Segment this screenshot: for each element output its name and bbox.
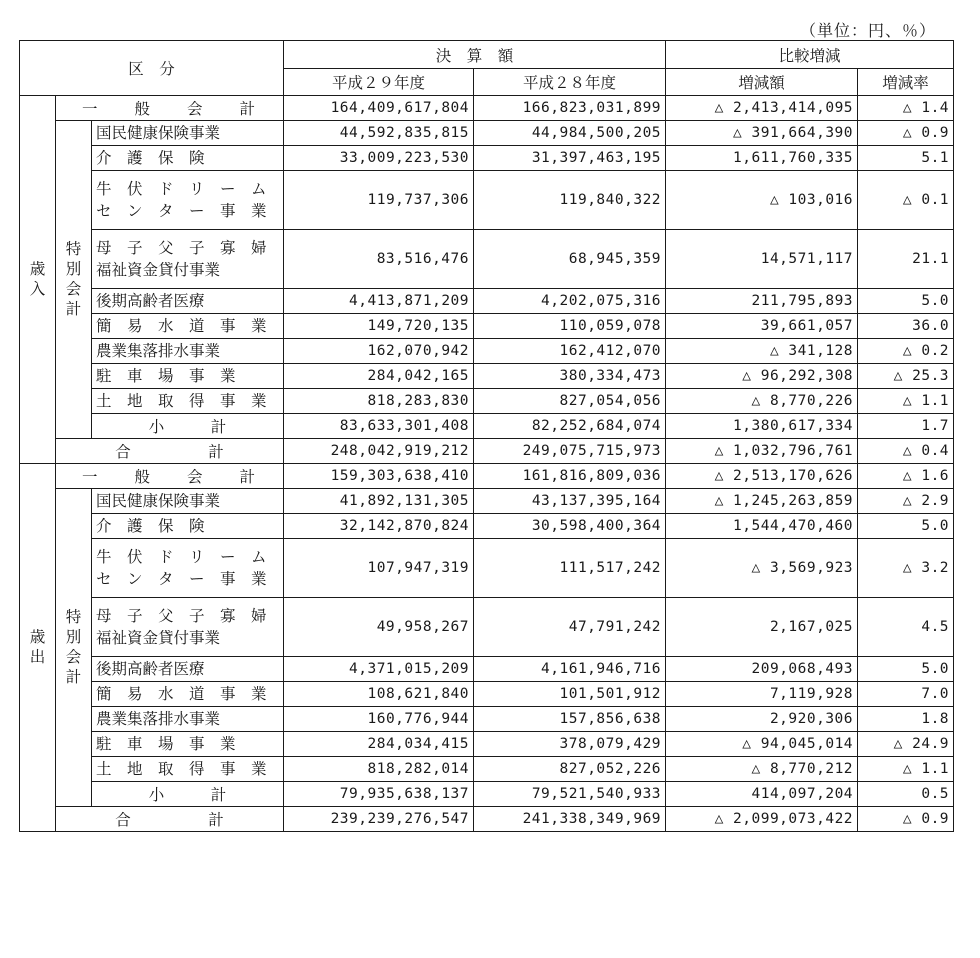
cell-y29: 160,776,944 <box>284 707 474 732</box>
account-label-line1: 牛 伏 ド リ ー ム <box>96 548 267 566</box>
account-label-line2: セ ン タ ー 事 業 <box>96 202 267 220</box>
account-label <box>92 121 284 146</box>
cell-rate: △ 1.1 <box>858 389 954 414</box>
header-change-rate: 増減率 <box>858 69 954 96</box>
cell-y29: 149,720,135 <box>284 314 474 339</box>
cell-diff: 209,068,493 <box>666 657 858 682</box>
header-category: 区 分 <box>20 41 284 96</box>
account-label <box>92 146 284 171</box>
cell-rate: 5.0 <box>858 514 954 539</box>
special-account-row <box>20 121 954 146</box>
account-label-line1: 農業集落排水事業 <box>96 710 221 728</box>
cell-y28: 30,598,400,364 <box>474 514 666 539</box>
cell-y28: 82,252,684,074 <box>474 414 666 439</box>
special-account-row <box>20 289 954 314</box>
revenue-side-text: 歳入 <box>29 260 46 298</box>
cell-y28: 31,397,463,195 <box>474 146 666 171</box>
expenditure-special-text: 特別会計 <box>65 608 82 686</box>
cell-y29: 248,042,919,212 <box>284 439 474 464</box>
cell-y28: 47,791,242 <box>474 598 666 657</box>
cell-diff: 1,544,470,460 <box>666 514 858 539</box>
account-label-line1: 簡 易 水 道 事 業 <box>96 685 267 703</box>
settlement-table <box>19 40 954 832</box>
subtotal-row <box>20 414 954 439</box>
cell-y28: 79,521,540,933 <box>474 782 666 807</box>
cell-y28: 241,338,349,969 <box>474 807 666 832</box>
cell-y29: 119,737,306 <box>284 171 474 230</box>
cell-rate: △ 3.2 <box>858 539 954 598</box>
cell-y29: 164,409,617,804 <box>284 96 474 121</box>
cell-y29: 83,516,476 <box>284 230 474 289</box>
special-account-row <box>20 682 954 707</box>
cell-y29: 818,283,830 <box>284 389 474 414</box>
total-row <box>20 439 954 464</box>
revenue-side-label <box>20 96 56 464</box>
cell-y29: 83,633,301,408 <box>284 414 474 439</box>
account-label <box>92 707 284 732</box>
cell-diff: 2,167,025 <box>666 598 858 657</box>
cell-y29: 108,621,840 <box>284 682 474 707</box>
cell-rate: △ 2.9 <box>858 489 954 514</box>
account-label-line2: 福祉資金貸付事業 <box>96 629 221 647</box>
account-label-line1: 土 地 取 得 事 業 <box>96 760 267 778</box>
cell-y28: 161,816,809,036 <box>474 464 666 489</box>
account-label-line1: 駐 車 場 事 業 <box>96 735 236 753</box>
cell-rate: 36.0 <box>858 314 954 339</box>
account-label <box>92 171 284 230</box>
cell-y28: 119,840,322 <box>474 171 666 230</box>
header-year29: 平成２９年度 <box>284 69 474 96</box>
revenue-special-text: 特別会計 <box>65 240 82 318</box>
cell-diff: 14,571,117 <box>666 230 858 289</box>
cell-diff: △ 2,413,414,095 <box>666 96 858 121</box>
cell-rate: △ 1.1 <box>858 757 954 782</box>
account-label-line1: 駐 車 場 事 業 <box>96 367 236 385</box>
cell-y29: 284,042,165 <box>284 364 474 389</box>
cell-rate: △ 25.3 <box>858 364 954 389</box>
cell-rate: △ 24.9 <box>858 732 954 757</box>
cell-y28: 827,054,056 <box>474 389 666 414</box>
cell-y28: 157,856,638 <box>474 707 666 732</box>
special-account-row <box>20 757 954 782</box>
cell-y29: 284,034,415 <box>284 732 474 757</box>
cell-rate: △ 0.2 <box>858 339 954 364</box>
cell-y28: 4,161,946,716 <box>474 657 666 682</box>
cell-diff: △ 8,770,212 <box>666 757 858 782</box>
cell-y29: 239,239,276,547 <box>284 807 474 832</box>
general-account-label: 一 般 会 計 <box>56 464 284 489</box>
expenditure-side-label <box>20 464 56 832</box>
cell-rate: △ 1.4 <box>858 96 954 121</box>
account-label-line1: 土 地 取 得 事 業 <box>96 392 267 410</box>
account-label <box>92 682 284 707</box>
revenue-special-label <box>56 121 92 439</box>
account-label-line1: 農業集落排水事業 <box>96 342 221 360</box>
cell-diff: △ 1,245,263,859 <box>666 489 858 514</box>
expenditure-special-label <box>56 489 92 807</box>
subtotal-label: 小 計 <box>92 414 284 439</box>
cell-diff: 211,795,893 <box>666 289 858 314</box>
cell-diff: 1,380,617,334 <box>666 414 858 439</box>
special-account-row <box>20 146 954 171</box>
cell-y29: 49,958,267 <box>284 598 474 657</box>
cell-y29: 4,413,871,209 <box>284 289 474 314</box>
account-label <box>92 389 284 414</box>
cell-diff: △ 2,513,170,626 <box>666 464 858 489</box>
cell-y28: 44,984,500,205 <box>474 121 666 146</box>
cell-diff: △ 2,099,073,422 <box>666 807 858 832</box>
header-comparison: 比較増減 <box>666 41 954 69</box>
cell-y28: 380,334,473 <box>474 364 666 389</box>
account-label <box>92 657 284 682</box>
general-account-row <box>20 464 954 489</box>
cell-y29: 41,892,131,305 <box>284 489 474 514</box>
cell-rate: 4.5 <box>858 598 954 657</box>
cell-y28: 162,412,070 <box>474 339 666 364</box>
header-year28: 平成２８年度 <box>474 69 666 96</box>
account-label <box>92 489 284 514</box>
special-account-row <box>20 707 954 732</box>
cell-rate: 0.5 <box>858 782 954 807</box>
cell-rate: 1.8 <box>858 707 954 732</box>
cell-y28: 111,517,242 <box>474 539 666 598</box>
cell-diff: 1,611,760,335 <box>666 146 858 171</box>
account-label-line1: 牛 伏 ド リ ー ム <box>96 180 267 198</box>
general-account-row <box>20 96 954 121</box>
cell-rate: 21.1 <box>858 230 954 289</box>
cell-diff: 39,661,057 <box>666 314 858 339</box>
special-account-row <box>20 598 954 657</box>
cell-diff: △ 8,770,226 <box>666 389 858 414</box>
account-label <box>92 514 284 539</box>
cell-y29: 162,070,942 <box>284 339 474 364</box>
account-label <box>92 339 284 364</box>
special-account-row <box>20 539 954 598</box>
unit-label: （単位：円、％） <box>800 21 937 40</box>
special-account-row <box>20 230 954 289</box>
cell-y28: 101,501,912 <box>474 682 666 707</box>
account-label-line1: 介 護 保 険 <box>96 517 205 535</box>
account-label-line1: 国民健康保険事業 <box>96 492 221 510</box>
cell-y28: 4,202,075,316 <box>474 289 666 314</box>
cell-rate: △ 0.9 <box>858 807 954 832</box>
account-label <box>92 314 284 339</box>
general-account-label: 一 般 会 計 <box>56 96 284 121</box>
account-label-line1: 後期高齢者医療 <box>96 660 205 678</box>
account-label <box>92 757 284 782</box>
cell-diff: △ 341,128 <box>666 339 858 364</box>
account-label-line1: 母 子 父 子 寡 婦 <box>96 239 267 257</box>
cell-y29: 79,935,638,137 <box>284 782 474 807</box>
total-row <box>20 807 954 832</box>
total-label: 合 計 <box>56 439 284 464</box>
cell-diff: △ 1,032,796,761 <box>666 439 858 464</box>
account-label-line1: 介 護 保 険 <box>96 149 205 167</box>
header-change-amount: 増減額 <box>666 69 858 96</box>
cell-diff: △ 94,045,014 <box>666 732 858 757</box>
special-account-row <box>20 657 954 682</box>
cell-rate: 7.0 <box>858 682 954 707</box>
cell-y28: 68,945,359 <box>474 230 666 289</box>
cell-diff: △ 96,292,308 <box>666 364 858 389</box>
subtotal-row <box>20 782 954 807</box>
cell-y29: 32,142,870,824 <box>284 514 474 539</box>
account-label-line1: 母 子 父 子 寡 婦 <box>96 607 267 625</box>
cell-y28: 249,075,715,973 <box>474 439 666 464</box>
account-label <box>92 230 284 289</box>
total-label: 合 計 <box>56 807 284 832</box>
special-account-row <box>20 732 954 757</box>
cell-diff: △ 391,664,390 <box>666 121 858 146</box>
cell-y29: 818,282,014 <box>284 757 474 782</box>
special-account-row <box>20 339 954 364</box>
cell-y29: 33,009,223,530 <box>284 146 474 171</box>
account-label-line1: 簡 易 水 道 事 業 <box>96 317 267 335</box>
account-label <box>92 598 284 657</box>
cell-y29: 44,592,835,815 <box>284 121 474 146</box>
special-account-row <box>20 489 954 514</box>
account-label-line2: 福祉資金貸付事業 <box>96 261 221 279</box>
cell-rate: △ 1.6 <box>858 464 954 489</box>
cell-rate: △ 0.4 <box>858 439 954 464</box>
cell-y28: 166,823,031,899 <box>474 96 666 121</box>
account-label <box>92 539 284 598</box>
cell-y29: 159,303,638,410 <box>284 464 474 489</box>
cell-y28: 827,052,226 <box>474 757 666 782</box>
cell-rate: △ 0.1 <box>858 171 954 230</box>
account-label <box>92 732 284 757</box>
subtotal-label: 小 計 <box>92 782 284 807</box>
header-settlement: 決 算 額 <box>284 41 666 69</box>
cell-diff: 2,920,306 <box>666 707 858 732</box>
special-account-row <box>20 364 954 389</box>
cell-y28: 43,137,395,164 <box>474 489 666 514</box>
cell-y29: 4,371,015,209 <box>284 657 474 682</box>
account-label-line2: セ ン タ ー 事 業 <box>96 570 267 588</box>
special-account-row <box>20 514 954 539</box>
account-label <box>92 364 284 389</box>
cell-rate: △ 0.9 <box>858 121 954 146</box>
cell-diff: 7,119,928 <box>666 682 858 707</box>
account-label <box>92 289 284 314</box>
cell-rate: 5.0 <box>858 657 954 682</box>
cell-diff: △ 3,569,923 <box>666 539 858 598</box>
cell-y28: 110,059,078 <box>474 314 666 339</box>
cell-diff: 414,097,204 <box>666 782 858 807</box>
cell-rate: 5.0 <box>858 289 954 314</box>
special-account-row <box>20 314 954 339</box>
cell-y29: 107,947,319 <box>284 539 474 598</box>
cell-rate: 1.7 <box>858 414 954 439</box>
header-row-1 <box>20 41 954 69</box>
special-account-row <box>20 389 954 414</box>
special-account-row <box>20 171 954 230</box>
account-label-line1: 後期高齢者医療 <box>96 292 205 310</box>
account-label-line1: 国民健康保険事業 <box>96 124 221 142</box>
cell-diff: △ 103,016 <box>666 171 858 230</box>
cell-y28: 378,079,429 <box>474 732 666 757</box>
cell-rate: 5.1 <box>858 146 954 171</box>
expenditure-side-text: 歳出 <box>29 628 46 666</box>
